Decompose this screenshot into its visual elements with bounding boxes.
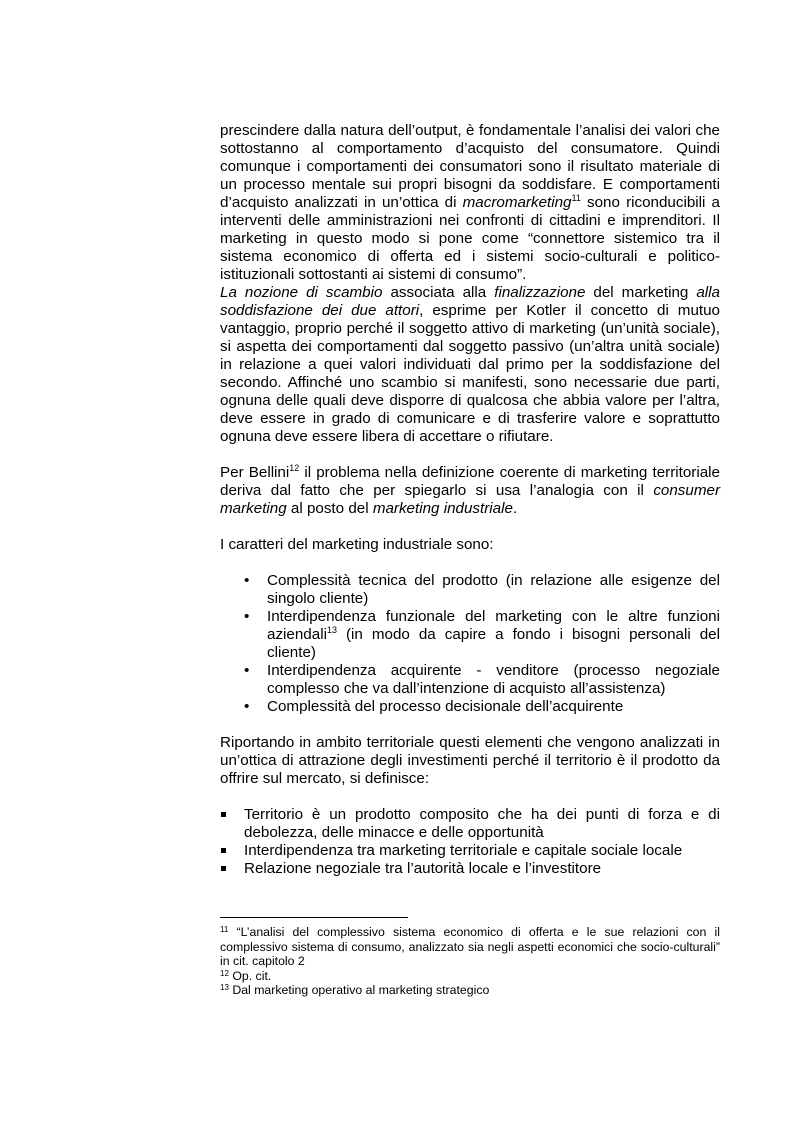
- paragraph-consumer-behaviour: prescindere dalla natura dell’output, è fondamentale l’analisi dei valori che sottostanno al comportamento d’acquisto del consumatore. Quindi comunque i comportamenti dei consumatori sono il risultato materiale di un processo mentale sui propri bisogni da soddisfare. E comportamenti d’acquisto analizzati in un’ottica di macromarketing$^{11}$ sono riconducibili a interventi delle amministrazioni nei confronti di cittadini e imprenditori. Il marketing in questo modo si pone come “connettore sistemico tra il sistema economico di offerta ed i sistemi socio-culturali e politico-istituzionali sottostanti ai sistemi di consumo”.: [220, 122, 721, 283]
- list-item: Relazione negoziale tra l’autorità locale e l’investitore: [220, 860, 720, 878]
- footnote-13: $^{13}$ Dal marketing operativo al marketing strategico: [220, 983, 490, 997]
- footnote-ref-11[interactable]: 11: [571, 193, 581, 203]
- paragraph-bellini: Per Bellini$^{12}$ il problema nella definizione coerente di marketing territoriale deriva dal fatto che per spiegarlo si usa l’analogia con il consumer marketing al posto del marketing industriale.: [220, 463, 721, 517]
- list-item: • Complessità tecnica del prodotto (in relazione alle esigenze del singolo cliente): [244, 572, 720, 607]
- footnote-divider: [220, 917, 408, 918]
- list-item: Interdipendenza tra marketing territoriale e capitale sociale locale: [220, 842, 720, 860]
- document-body: [220, 122, 720, 878]
- bullet-icon: •: [244, 572, 250, 589]
- list-item: • Interdipendenza funzionale del marketing con le altre funzioni aziendali$^{13}$ (in modo da capire a fondo i bisogni personali del cliente): [244, 608, 720, 661]
- footnote-11: $^{11}$ “L’analisi del complessivo sistema economico di offerta e le sue relazioni con il complessivo sistema di consumo, analizzato sia negli aspetti economici che socio-culturali” in cit. capitolo 2: [220, 925, 720, 968]
- footnote-ref-13[interactable]: 13: [326, 625, 337, 635]
- territorial-definitions-list: [220, 806, 720, 878]
- footnote-12: $^{12}$ Op. cit.: [220, 968, 272, 983]
- bullet-icon: •: [244, 698, 250, 715]
- paragraph-industrial-intro: I caratteri del marketing industriale sono:: [220, 536, 494, 553]
- industrial-traits-list: [220, 572, 720, 716]
- square-bullet-icon: [221, 866, 226, 871]
- paragraph-exchange-notion: La nozione di scambio associata alla finalizzazione del marketing alla soddisfazione dei due attori, esprime per Kotler il concetto di mutuo vantaggio, proprio perché il soggetto attivo di marketing (un’unità sociale), si aspetta dei comportamenti dal soggetto passivo (un’altra unità sociale) in relazione a quei valori individuati dal primo per la soddisfazione del secondo. Affinché uno scambio si manifesti, sono necessarie due parti, ognuna delle quali deve disporre di qualcosa che abbia valore per l’altra, deve essere in grado di comunicare e di trasferire valore e soprattutto ognuna deve essere libera di accettare o rifiutare.: [220, 284, 720, 445]
- term-macromarketing: macromarketing: [462, 194, 572, 211]
- bullet-icon: •: [244, 662, 250, 679]
- square-bullet-icon: [221, 812, 226, 817]
- bullet-icon: •: [244, 608, 250, 625]
- footnote-ref-12[interactable]: 12: [289, 463, 300, 473]
- paragraph-territorial: Riportando in ambito territoriale questi elementi che vengono analizzati in un’ottica di attrazione degli investimenti perché il territorio è il prodotto da offrire sul mercato, si definisce:: [220, 734, 720, 787]
- square-bullet-icon: [221, 848, 226, 853]
- list-item: • Complessità del processo decisionale dell’acquirente: [244, 698, 624, 715]
- list-item: • Interdipendenza acquirente - venditore (processo negoziale complesso che va dall’intenzione di acquisto all’assistenza): [244, 662, 720, 697]
- footnotes: [220, 925, 720, 998]
- list-item: Territorio è un prodotto composito che ha dei punti di forza e di debolezza, delle minacce e delle opportunità: [220, 806, 720, 842]
